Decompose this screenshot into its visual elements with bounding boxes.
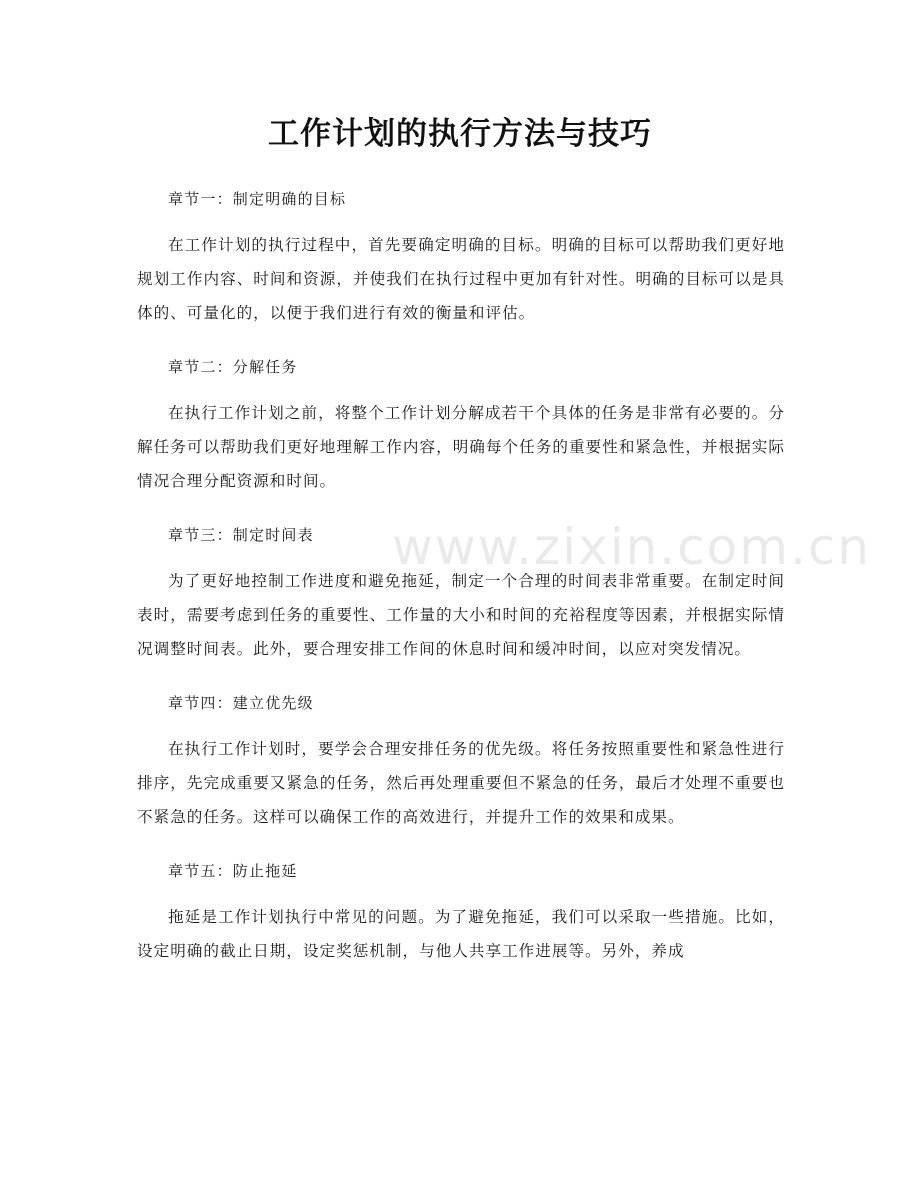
section-paragraph: 在工作计划的执行过程中，首先要确定明确的目标。明确的目标可以帮助我们更好地规划工作内容、时间和资源，并使我们在执行过程中更加有针对性。明确的目标可以是具体的、可量化的，以便于我们进行有效的衡量和评估。 [137, 236, 785, 322]
section-paragraph: 在执行工作计划之前，将整个工作计划分解成若干个具体的任务是非常有必要的。分解任务可以帮助我们更好地理解工作内容，明确每个任务的重要性和紧急性，并根据实际情况合理分配资源和时间。 [137, 404, 785, 490]
document-body [137, 181, 785, 987]
section-heading: 章节五：防止拖延 [168, 862, 298, 880]
section-paragraph: 在执行工作计划时，要学会合理安排任务的优先级。将任务按照重要性和紧急性进行排序，先完成重要又紧急的任务，然后再处理重要但不紧急的任务，最后才处理不重要也不紧急的任务。这样可以确保工作的高效进行，并提升工作的效果和成果。 [137, 740, 785, 826]
section-5 [137, 853, 785, 968]
section-2 [137, 349, 785, 498]
section-4 [137, 685, 785, 834]
section-1 [137, 181, 785, 330]
page-title: 工作计划的执行方法与技巧 [268, 116, 652, 152]
section-heading: 章节三：制定时间表 [168, 526, 314, 544]
section-heading: 章节四：建立优先级 [168, 694, 314, 712]
section-heading: 章节二：分解任务 [168, 358, 298, 376]
section-3 [137, 517, 785, 666]
section-heading: 章节一：制定明确的目标 [168, 190, 347, 208]
section-paragraph: 拖延是工作计划执行中常见的问题。为了避免拖延，我们可以采取一些措施。比如，设定明确的截止日期，设定奖惩机制，与他人共享工作进展等。另外，养成 [137, 908, 785, 960]
section-paragraph: 为了更好地控制工作进度和避免拖延，制定一个合理的时间表非常重要。在制定时间表时，需要考虑到任务的重要性、工作量的大小和时间的充裕程度等因素，并根据实际情况调整时间表。此外，要合理安排工作间的休息时间和缓冲时间，以应对突发情况。 [137, 572, 785, 658]
watermark: www.zixin.com.cn [392, 518, 872, 576]
